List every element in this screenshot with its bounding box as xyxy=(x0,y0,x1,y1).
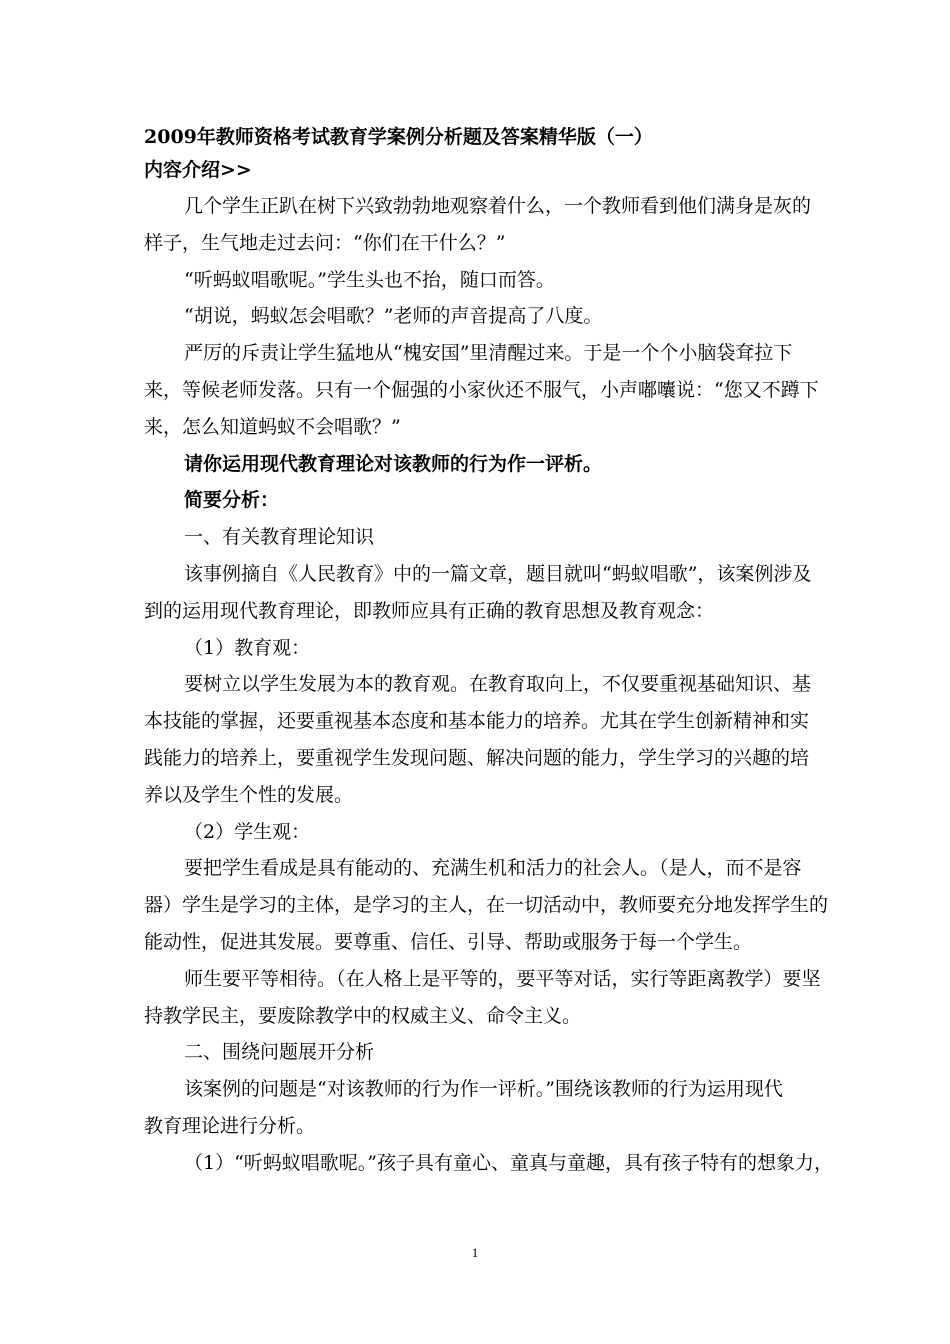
text-line: 该事例摘自《人民教育》中的一篇文章，题目就叫“蚂蚁唱歌”，该案例涉及 xyxy=(184,562,812,585)
text-line: 严厉的斥责让学生猛地从“槐安国”里清醒过来。于是一个个小脑袋耷拉下 xyxy=(184,342,793,365)
text-line: 来，怎么知道蚂蚁不会唱歌？” xyxy=(144,415,401,438)
text-line: 能动性，促进其发展。要尊重、信任、引导、帮助或服务于每一个学生。 xyxy=(144,930,753,953)
text-line: “听蚂蚁唱歌呢。”学生头也不抬，随口而答。 xyxy=(184,268,555,291)
text-line: （1）“听蚂蚁唱歌呢。”孩子具有童心、童真与童趣，具有孩子特有的想象力， xyxy=(184,1151,834,1174)
text-line: 二、围绕问题展开分析 xyxy=(184,1041,375,1064)
text-line: 器）学生是学习的主体，是学习的主人，在一切活动中，教师要充分地发挥学生的 xyxy=(144,894,829,917)
text-line: 简要分析： xyxy=(184,489,280,512)
text-line: 一、有关教育理论知识 xyxy=(184,526,375,549)
document-body xyxy=(144,188,834,1182)
text-line: 请你运用现代教育理论对该教师的行为作一评析。 xyxy=(184,452,603,475)
text-line: 来，等候老师发落。只有一个倔强的小家伙还不服气，小声嘟囔说：“您又不蹲下 xyxy=(144,378,819,401)
text-line: 持教学民主，要废除教学中的权威主义、命令主义。 xyxy=(144,1004,582,1027)
page-number: 1 xyxy=(471,1245,479,1260)
text-line: 养以及学生个性的发展。 xyxy=(144,783,354,806)
text-line: 要树立以学生发展为本的教育观。在教育取向上，不仅要重视基础知识、基 xyxy=(184,673,812,696)
text-line: 要把学生看成是具有能动的、充满生机和活力的社会人。（是人，而不是容 xyxy=(184,857,802,880)
text-line: “胡说，蚂蚁怎会唱歌？”老师的声音提高了八度。 xyxy=(184,305,603,328)
text-line: 到的运用现代教育理论，即教师应具有正确的教育思想及教育观念： xyxy=(144,599,715,622)
intro-label: 内容介绍>> xyxy=(144,159,252,181)
text-line: 本技能的掌握，还要重视基本态度和基本能力的培养。尤其在学生创新精神和实 xyxy=(144,710,810,733)
text-line: 几个学生正趴在树下兴致勃勃地观察着什么，一个教师看到他们满身是灰的 xyxy=(184,195,812,217)
text-line: （1）教育观： xyxy=(184,636,311,659)
text-line: 师生要平等相待。（在人格上是平等的，要平等对话，实行等距离教学）要坚 xyxy=(184,967,821,990)
text-line: 践能力的培养上，要重视学生发现问题、解决问题的能力，学生学习的兴趣的培 xyxy=(144,746,810,769)
text-line: （2）学生观： xyxy=(184,820,311,843)
text-line: 教育理论进行分析。 xyxy=(144,1114,316,1137)
text-line: 样子，生气地走过去问：“你们在干什么？” xyxy=(144,231,506,254)
document-title: 2009年教师资格考试教育学案例分析题及答案精华版（一） xyxy=(144,126,653,148)
text-line: 该案例的问题是“对该教师的行为作一评析。”围绕该教师的行为运用现代 xyxy=(184,1078,783,1101)
